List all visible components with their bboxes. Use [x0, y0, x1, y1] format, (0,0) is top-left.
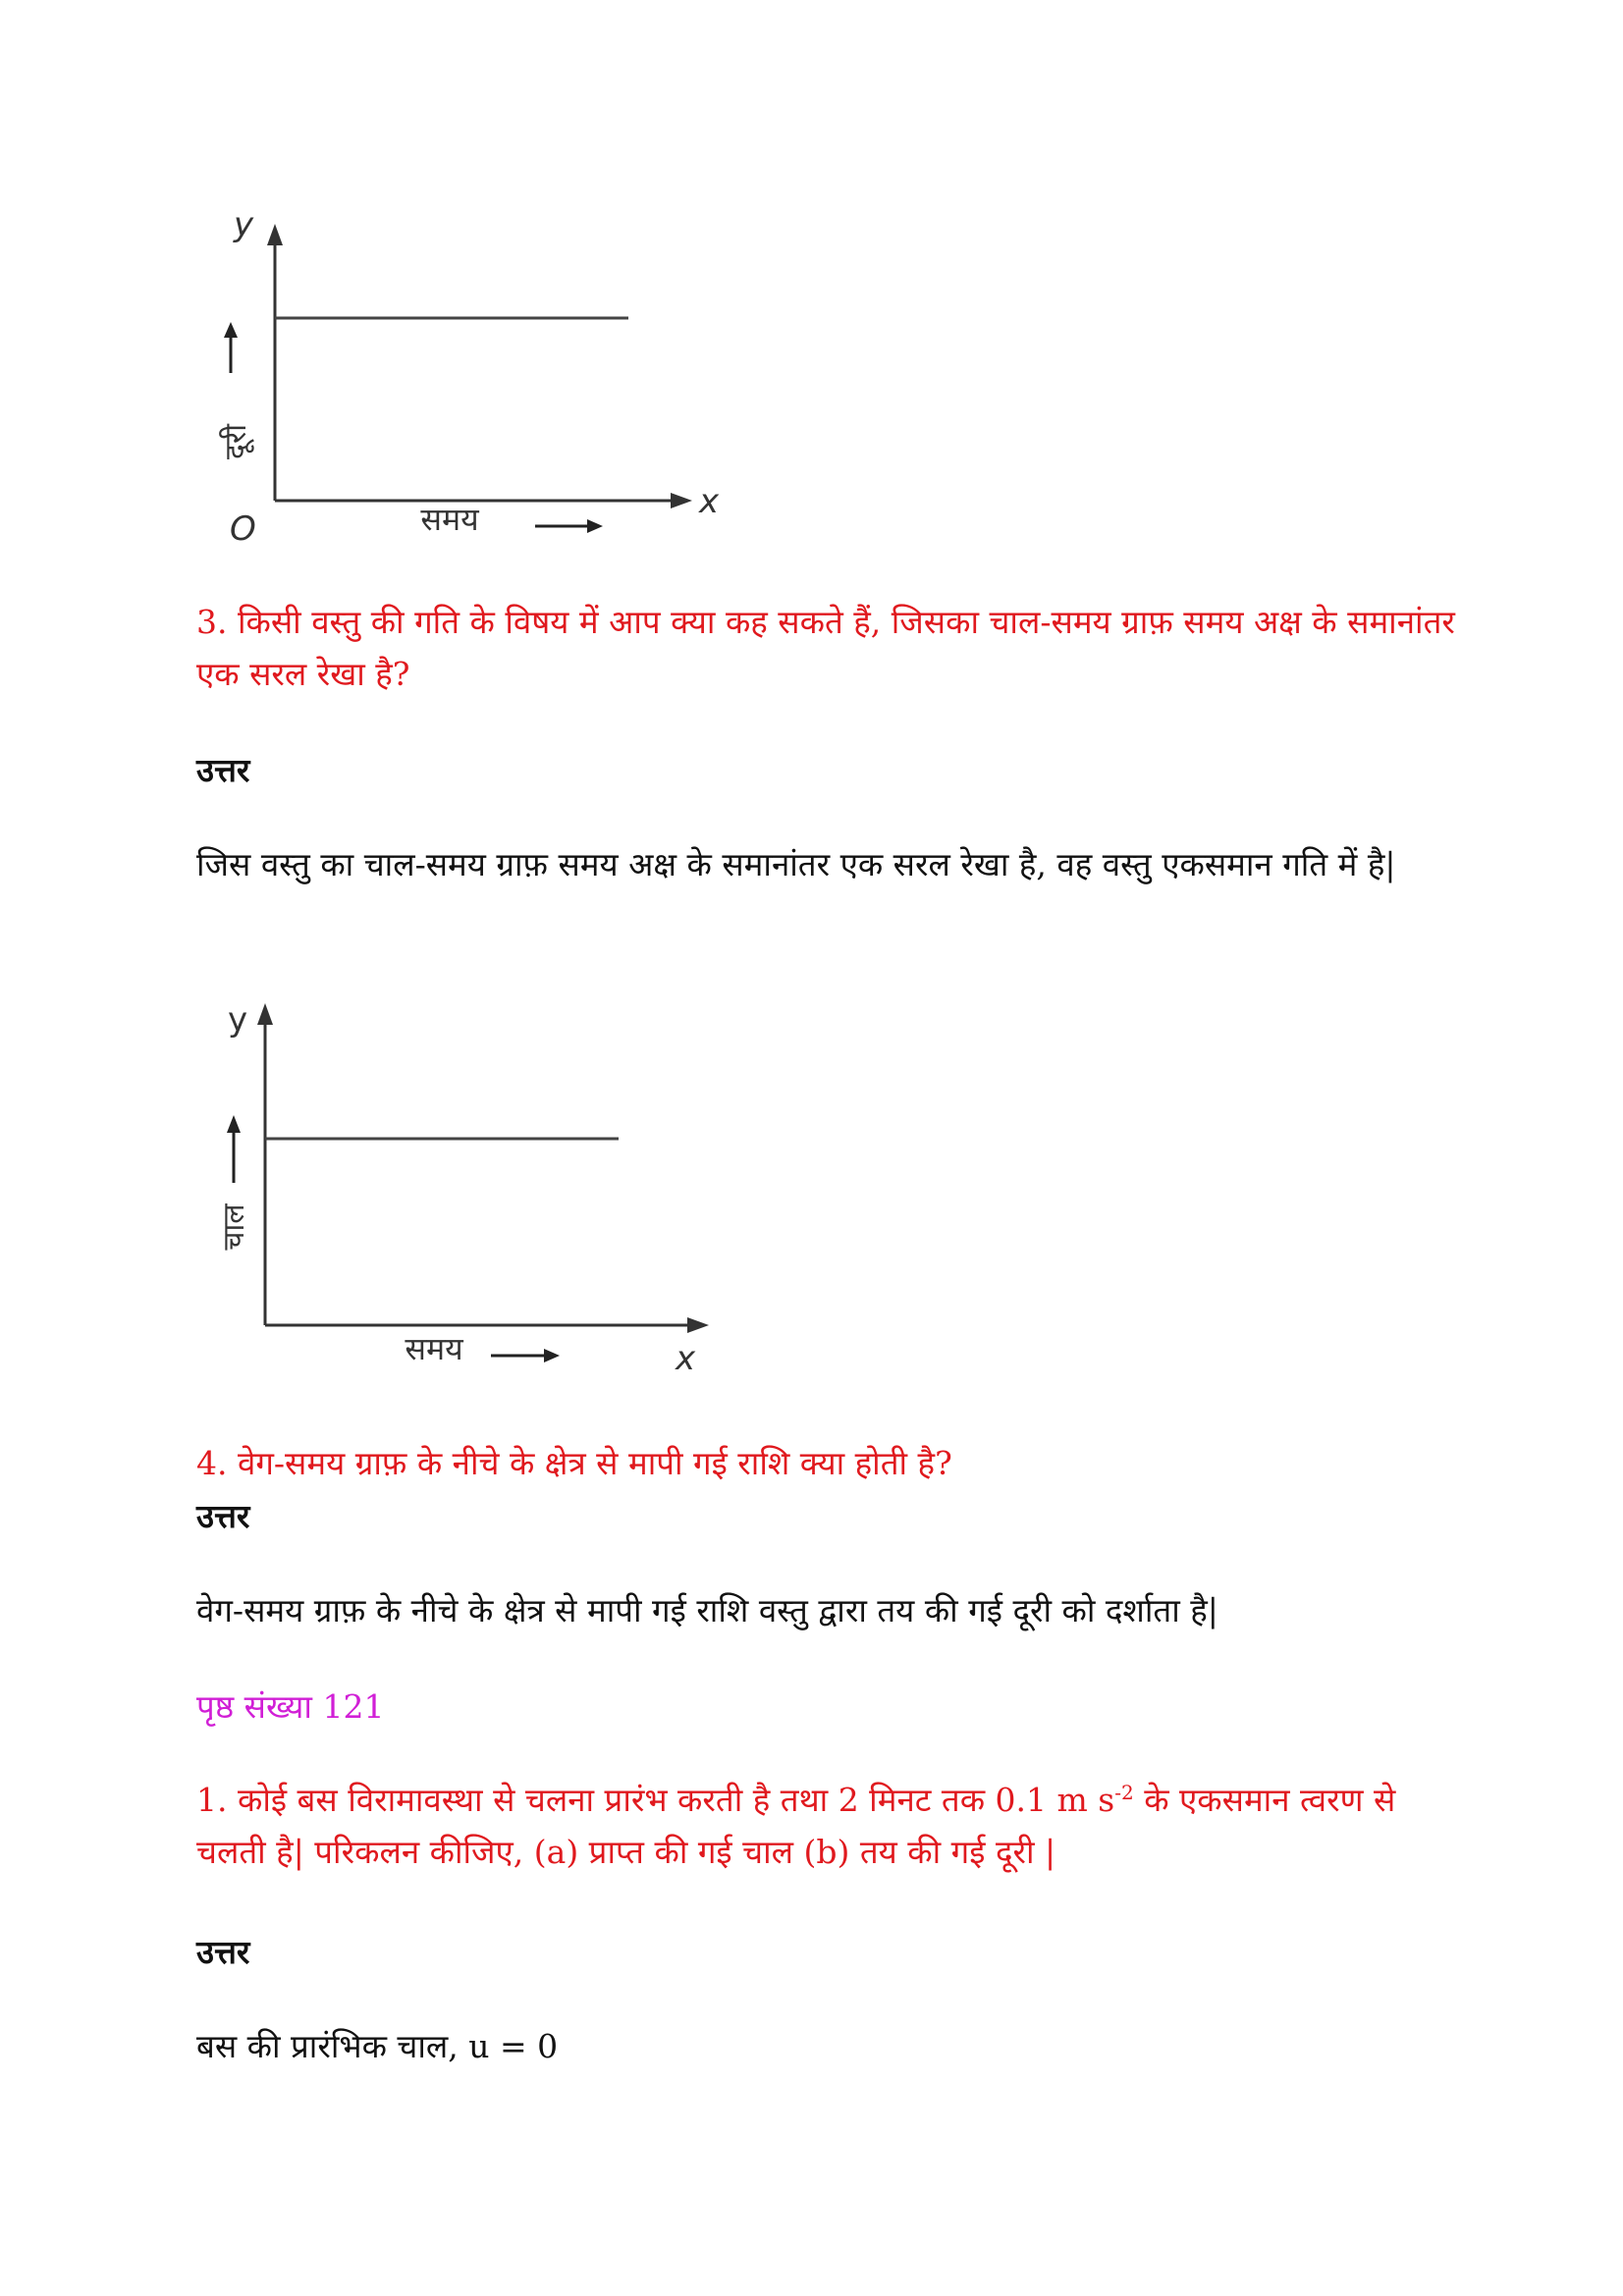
speed-time-graph: [196, 991, 746, 1384]
y-label-arrowhead: [227, 1115, 241, 1133]
x-axis-name: x: [699, 482, 720, 521]
q1-question-part1: 1. कोई बस विरामावस्था से चलना प्रारंभ करती है तथा 2 मिनट तक 0.1 m s: [196, 1781, 1115, 1819]
q1-answer: बस की प्रारंभिक चाल, u = 0: [196, 2027, 559, 2065]
y-label-arrowhead: [224, 322, 238, 338]
q3-answer-heading: उत्तर: [196, 751, 250, 789]
q3-question: 3. किसी वस्तु की गति के विषय में आप क्या कह सकते हैं, जिसका चाल-समय ग्राफ़ समय अक्ष के समानांतर एक सरल रेखा है?: [196, 603, 1455, 693]
y-axis-name: y: [234, 206, 254, 244]
q1-question: [196, 1774, 1473, 1878]
y-axis-arrowhead: [267, 224, 283, 245]
q4-answer-heading: उत्तर: [196, 1497, 250, 1535]
y-axis-name: y: [228, 1000, 248, 1040]
distance-time-graph: [196, 206, 746, 560]
q1-question-exponent: -2: [1114, 1781, 1134, 1804]
x-axis-arrowhead: [671, 493, 692, 508]
x-label-arrowhead: [544, 1349, 560, 1362]
origin-label: O: [230, 509, 256, 549]
q3-answer: जिस वस्तु का चाल-समय ग्राफ़ समय अक्ष के समानांतर एक सरल रेखा है, वह वस्तु एकसमान गति में है|: [196, 845, 1396, 883]
y-axis-label: चाल: [217, 1203, 251, 1251]
x-label-arrowhead: [587, 519, 603, 533]
q4-question: 4. वेग-समय ग्राफ़ के नीचे के क्षेत्र से मापी गई राशि क्या होती है?: [196, 1444, 952, 1482]
x-axis-label: समय: [405, 1330, 463, 1367]
page-number: पृष्ठ संख्या 121: [196, 1687, 385, 1726]
x-axis-label: समय: [420, 501, 479, 538]
q4-answer: वेग-समय ग्राफ़ के नीचे के क्षेत्र से मापी गई राशि वस्तु द्वारा तय की गई दूरी को दर्शाता है|: [196, 1591, 1218, 1629]
y-axis-arrowhead: [257, 1003, 273, 1025]
x-axis-name: x: [676, 1339, 696, 1378]
y-axis-label: दूरी: [219, 424, 253, 459]
x-axis-arrowhead: [687, 1317, 709, 1333]
q1-question-part2: के एकसमान त्वरण से चलती है| परिकलन कीजिए, (a) प्राप्त की गई चाल (b) तय की गई दूरी |: [196, 1781, 1396, 1871]
q1-answer-heading: उत्तर: [196, 1933, 250, 1971]
